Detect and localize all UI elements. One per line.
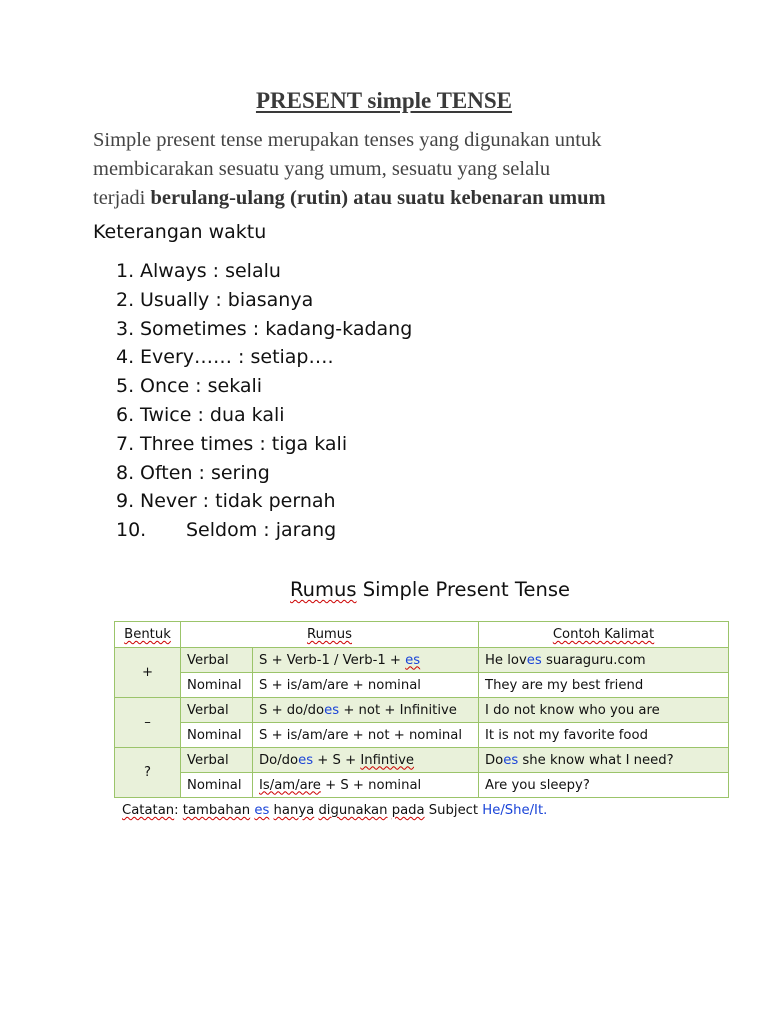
list-number: 7. bbox=[116, 432, 135, 455]
catatan-word: tambahan bbox=[182, 803, 251, 818]
contoh-cell: Are you sleepy? bbox=[479, 773, 729, 798]
list-item bbox=[0, 430, 768, 459]
intro-line: membicarakan sesuatu yang umum, sesuatu yang selalu bbox=[93, 158, 551, 180]
list-number: 5. bbox=[116, 375, 135, 398]
list-number: 2. bbox=[116, 288, 135, 311]
catatan-word: pada bbox=[391, 803, 425, 818]
list-item bbox=[0, 459, 768, 488]
list-number: 8. bbox=[116, 461, 135, 484]
rumus-text: + not + Infinitive bbox=[339, 702, 457, 718]
contoh-text: He lov bbox=[485, 652, 527, 668]
rumus-suffix: es bbox=[324, 702, 340, 718]
rumus-cell: S + is/am/are + nominal bbox=[253, 673, 479, 698]
list-number: 4. bbox=[116, 346, 135, 369]
header-rumus-label: Rumus bbox=[307, 627, 353, 642]
contoh-text: suaraguru.com bbox=[541, 652, 646, 668]
list-item bbox=[0, 286, 768, 315]
table-header-row bbox=[115, 622, 729, 648]
header-contoh bbox=[479, 622, 729, 648]
rumus-title-word: Rumus bbox=[290, 578, 357, 601]
rumus-cell bbox=[253, 773, 479, 798]
rumus-title-rest: Simple Present Tense bbox=[356, 578, 570, 601]
table-row bbox=[115, 673, 729, 698]
intro-line bbox=[93, 184, 713, 213]
rumus-text: + S + nominal bbox=[320, 777, 422, 793]
rumus-text: Is/am/are bbox=[259, 777, 321, 793]
list-item bbox=[0, 516, 768, 545]
rumus-text: Infintive bbox=[360, 752, 415, 768]
list-number: 1. bbox=[116, 260, 135, 282]
list-number: 3. bbox=[116, 317, 135, 340]
list-item bbox=[0, 257, 768, 286]
contoh-suffix: es bbox=[526, 652, 542, 668]
catatan-label: Catatan bbox=[122, 803, 175, 818]
catatan-word: digunakan bbox=[318, 803, 388, 818]
table-row bbox=[115, 773, 729, 798]
contoh-suffix: es bbox=[503, 752, 519, 768]
list-text: Seldom : jarang bbox=[186, 519, 337, 542]
list-number: 6. bbox=[116, 403, 135, 426]
rumus-cell bbox=[253, 698, 479, 723]
list-text: Once : sekali bbox=[140, 375, 263, 398]
list-text: Usually : biasanya bbox=[140, 288, 314, 311]
keterangan-list bbox=[0, 257, 768, 545]
list-text: Every…… : setiap…. bbox=[140, 346, 334, 369]
page-title: PRESENT simple TENSE bbox=[255, 88, 513, 113]
rumus-cell bbox=[253, 748, 479, 773]
intro-bold-text: berulang-ulang (rutin) atau suatu kebenaran umum bbox=[150, 187, 606, 209]
intro-text: terjadi bbox=[93, 187, 151, 209]
rumus-text: Do/do bbox=[259, 752, 299, 768]
type-cell: Verbal bbox=[181, 748, 253, 773]
rumus-table-title bbox=[0, 578, 768, 601]
catatan-suffix: es bbox=[254, 803, 270, 818]
list-text: Three times : tiga kali bbox=[140, 432, 348, 455]
header-rumus bbox=[181, 622, 479, 648]
type-cell: Verbal bbox=[181, 698, 253, 723]
list-text: Often : sering bbox=[140, 461, 270, 484]
contoh-cell bbox=[479, 648, 729, 673]
table-row bbox=[115, 698, 729, 723]
contoh-text: Do bbox=[485, 752, 504, 768]
intro-paragraph bbox=[93, 126, 713, 213]
catatan-note bbox=[122, 803, 547, 818]
list-text: Always : selalu bbox=[140, 260, 281, 282]
header-bentuk bbox=[115, 622, 181, 648]
list-item bbox=[0, 343, 768, 372]
header-contoh-label: Contoh Kalimat bbox=[552, 627, 655, 642]
list-text: Never : tidak pernah bbox=[140, 490, 336, 513]
list-text: Sometimes : kadang-kadang bbox=[140, 317, 413, 340]
list-item bbox=[0, 487, 768, 516]
symbol-question: ? bbox=[115, 748, 181, 798]
catatan-subjects: He/She/It. bbox=[482, 803, 548, 818]
rumus-suffix: es bbox=[298, 752, 314, 768]
list-item bbox=[0, 315, 768, 344]
rumus-table bbox=[114, 621, 729, 798]
list-item bbox=[0, 401, 768, 430]
contoh-cell: It is not my favorite food bbox=[479, 723, 729, 748]
keterangan-heading: Keterangan waktu bbox=[93, 221, 267, 243]
table-row bbox=[115, 648, 729, 673]
list-number: 9. bbox=[116, 490, 135, 513]
contoh-cell bbox=[479, 748, 729, 773]
list-number: 10. bbox=[116, 519, 147, 542]
rumus-cell: S + is/am/are + not + nominal bbox=[253, 723, 479, 748]
type-cell: Nominal bbox=[181, 673, 253, 698]
type-cell: Nominal bbox=[181, 723, 253, 748]
symbol-positive: + bbox=[115, 648, 181, 698]
rumus-text: S + Verb-1 / Verb-1 + bbox=[259, 652, 406, 668]
list-text: Twice : dua kali bbox=[140, 403, 285, 426]
catatan-word: hanya bbox=[273, 803, 315, 818]
catatan-colon: : bbox=[174, 803, 183, 818]
rumus-suffix: es bbox=[405, 652, 421, 668]
type-cell: Verbal bbox=[181, 648, 253, 673]
contoh-cell: They are my best friend bbox=[479, 673, 729, 698]
table-row bbox=[115, 748, 729, 773]
symbol-negative: – bbox=[115, 698, 181, 748]
rumus-cell bbox=[253, 648, 479, 673]
rumus-text: + S + bbox=[313, 752, 361, 768]
contoh-cell: I do not know who you are bbox=[479, 698, 729, 723]
intro-line: Simple present tense merupakan tenses yang digunakan untuk bbox=[93, 129, 602, 151]
contoh-text: she know what I need? bbox=[518, 752, 674, 768]
catatan-text: Subject bbox=[424, 803, 483, 818]
header-bentuk-label: Bentuk bbox=[124, 627, 171, 642]
table-row bbox=[115, 723, 729, 748]
type-cell: Nominal bbox=[181, 773, 253, 798]
list-item bbox=[0, 372, 768, 401]
rumus-text: S + do/do bbox=[259, 702, 325, 718]
